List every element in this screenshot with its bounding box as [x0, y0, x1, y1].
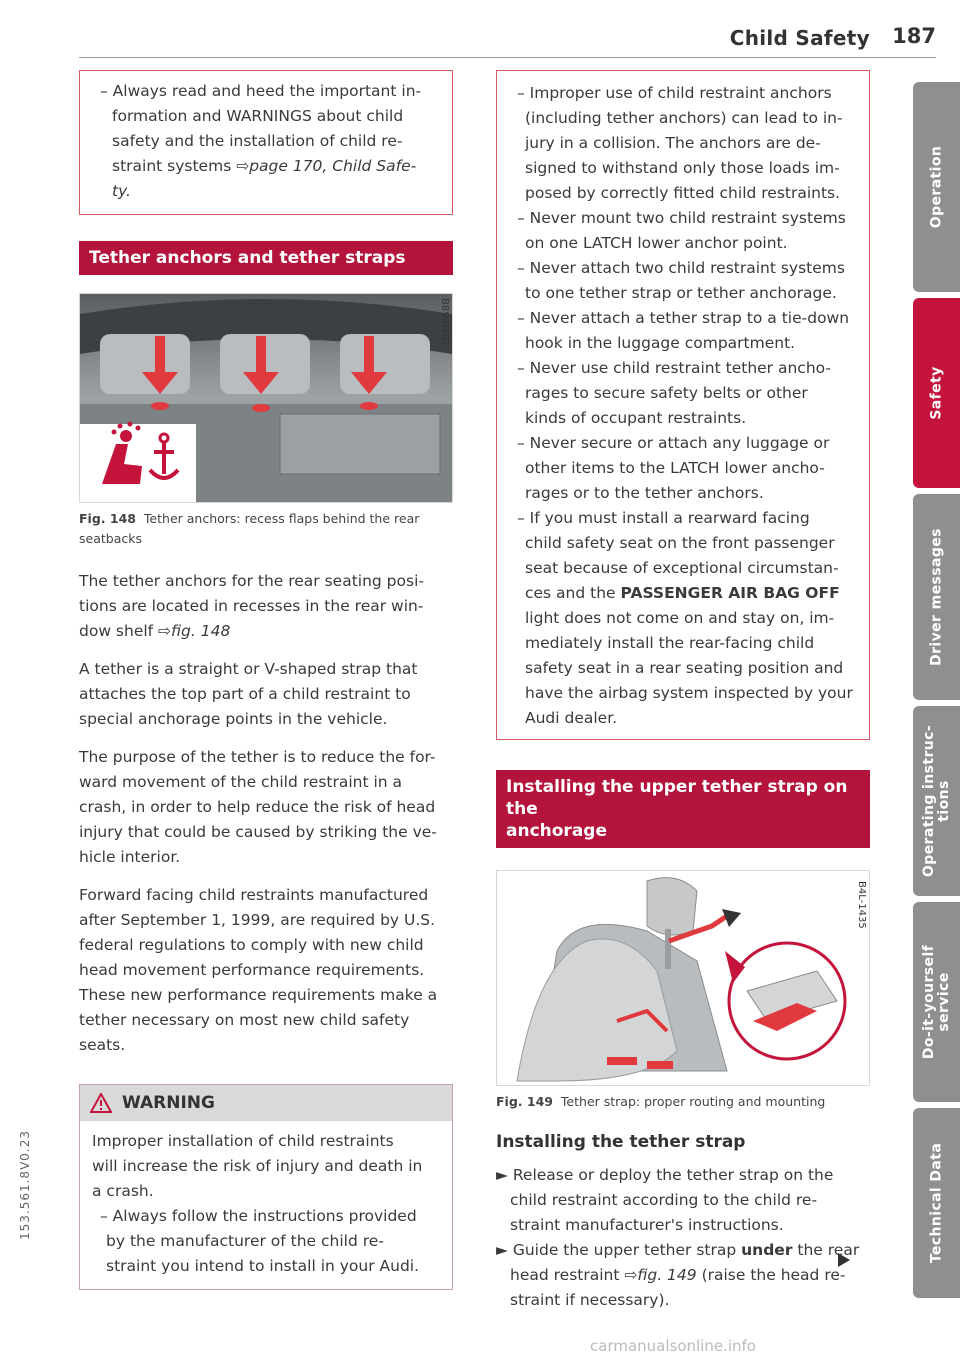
intro-line: formation and WARNINGS about child: [112, 107, 404, 125]
left-column: [79, 70, 453, 1290]
figure-code: B4L-1435: [856, 881, 867, 929]
watermark: carmanualsonline.info: [590, 1337, 756, 1355]
tab-safety[interactable]: Safety: [913, 298, 960, 488]
intro-line: ty.: [112, 182, 131, 200]
child-seat-tether-illustration: [497, 871, 869, 1085]
warning-title: WARNING: [122, 1092, 215, 1113]
page-ref-link[interactable]: page 170, Child Safe-: [249, 157, 417, 175]
header-divider: [79, 57, 936, 58]
figure-code: B8V-0407: [439, 298, 450, 347]
section-heading-upper-tether: Installing the upper tether strap on the anchorage: [496, 770, 870, 848]
warning-header: [80, 1085, 452, 1121]
page-number: 187: [892, 24, 936, 48]
rear-window-shelf-illustration: [80, 294, 452, 502]
tab-technical-data[interactable]: Technical Data: [913, 1108, 960, 1298]
warning-body: Improper installation of child restraints will increase the risk of injury and death in a crash. – Always follow the instructions provided by the manufacturer of the child re- straint you intend to install in your Audi.: [92, 1132, 423, 1275]
tab-operation[interactable]: Operation: [913, 82, 960, 292]
figure-148: [79, 293, 453, 503]
page-header-title: Child Safety: [729, 26, 870, 50]
fig-ref-link[interactable]: fig. 148: [171, 622, 231, 640]
warning-box: [79, 1084, 453, 1290]
fig-ref-link[interactable]: fig. 149: [637, 1266, 697, 1284]
tab-driver-messages[interactable]: Driver messages: [913, 494, 960, 700]
warning-triangle-icon: [90, 1093, 112, 1113]
warning-continued-box: – Improper use of child restraint anchors (including tether anchors) can lead to in- jury in a collision. The anchors are de- signed to withstand only those loads im- posed by correctly fitted child restraints. – Never mount two child restraint systems on one LATCH lower anchor point. – Never attach two child restraint systems to one tether strap or tether anchorage. – Never attach a tether strap to a tie-down hook in the luggage compartment. – Never use child restraint tether ancho- rages to secure safety belts or other kinds of occupant restraints. – Never secure or attach any luggage or other items to the LATCH lower ancho- rages or to the tether anchors. – If you must install a rearward facing child safety seat on the front passenger seat because of exceptional circumstan- ces and the PASSENGER AIR BAG OFF light does not come on and stay on, im- mediately install the rear-facing child safety seat in a rear seating position and have the airbag system inspected by your Audi dealer.: [496, 70, 870, 740]
figure-149: [496, 870, 870, 1086]
paragraph-tether-purpose: The purpose of the tether is to reduce the for- ward movement of the child restraint in a crash, in order to help reduce the risk of head injury that could be caused by striking the ve- hicle interior.: [79, 748, 437, 866]
subheading-installing-tether: Installing the tether strap: [496, 1132, 746, 1152]
figure-149-caption: Fig. 149 Tether strap: proper routing and mounting: [496, 1094, 826, 1109]
intro-line: safety and the installation of child re-: [112, 132, 403, 150]
intro-line: – Always read and heed the important in-: [100, 82, 422, 100]
right-column: [496, 70, 870, 1313]
tab-do-it-yourself-service[interactable]: Do-it-yourself service: [913, 902, 960, 1102]
continue-arrow-icon: [838, 1253, 850, 1267]
figure-148-caption: Fig. 148 Tether anchors: recess flaps behind the rear seatbacks: [79, 511, 420, 546]
paragraph-tether-definition: A tether is a straight or V-shaped strap that attaches the top part of a child restraint to special anchorage points in the vehicle.: [79, 660, 418, 728]
instruction-steps: ► Release or deploy the tether strap on the child restraint according to the child re- straint manufacturer's instructions. ► Guide the upper tether strap under the rear head restraint ⇨fig. 149 (raise the head re- straint if necessary).: [496, 1166, 860, 1309]
intro-note-box: [79, 70, 453, 215]
paragraph-anchor-location: The tether anchors for the rear seating posi- tions are located in recesses in the rear win- dow shelf ⇨fig. 148: [79, 572, 424, 640]
section-heading-tether: Tether anchors and tether straps: [79, 241, 453, 275]
document-code: 153.561.8V0.23: [18, 1130, 32, 1240]
paragraph-regulations: Forward facing child restraints manufactured after September 1, 1999, are required by U.S. federal regulations to comply with new child head movement performance requirements. These new performance requirements make a tether necessary on most new child safety seats.: [79, 886, 438, 1054]
intro-line-with-ref: straint systems ⇨page 170, Child Safe-: [112, 157, 417, 175]
tab-operating-instructions[interactable]: Operating instruc- tions: [913, 706, 960, 896]
